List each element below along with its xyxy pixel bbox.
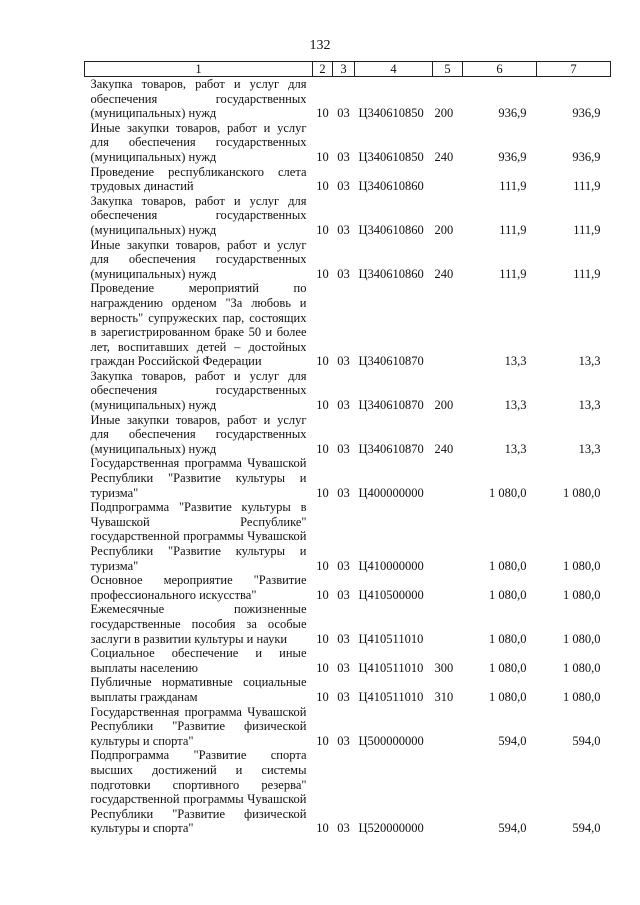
row-section: 10 (316, 689, 329, 704)
row-amount-1: 13,3 (504, 354, 527, 369)
row-amount-1: 936,9 (498, 149, 527, 164)
row-amount-1: 111,9 (499, 179, 527, 194)
row-amount-1: 936,9 (498, 106, 527, 121)
row-expense-type: 200 (434, 222, 454, 237)
table-row (85, 456, 611, 500)
page-number: 132 (309, 38, 331, 53)
row-amount-1: 1 080,0 (489, 485, 527, 500)
row-target-article: Ц410511010 (358, 631, 424, 646)
row-amount-2: 1 080,0 (563, 689, 601, 704)
table-row (85, 77, 611, 121)
row-section: 10 (316, 660, 329, 675)
row-amount-1: 594,0 (498, 821, 527, 836)
table-row (85, 165, 611, 194)
row-subsection: 03 (337, 179, 350, 194)
row-amount-2: 936,9 (572, 106, 601, 121)
row-section: 10 (316, 398, 329, 413)
row-target-article: Ц410511010 (358, 660, 424, 675)
row-name: Закупка товаров, работ и услуг для обеспечения государственных (муниципальных) нужд (90, 77, 307, 121)
row-amount-2: 1 080,0 (563, 631, 601, 646)
row-amount-1: 1 080,0 (489, 660, 527, 675)
row-amount-1: 1 080,0 (489, 631, 527, 646)
row-subsection: 03 (337, 441, 350, 456)
header-col-7: 7 (537, 62, 611, 77)
table-row (85, 281, 611, 369)
row-amount-2: 1 080,0 (563, 587, 601, 602)
row-target-article: Ц340610870 (358, 441, 424, 456)
row-amount-2: 111,9 (573, 179, 601, 194)
row-amount-2: 13,3 (578, 354, 601, 369)
row-amount-2: 594,0 (572, 733, 601, 748)
row-subsection: 03 (337, 266, 350, 281)
table-row (85, 121, 611, 165)
budget-table (84, 61, 611, 836)
row-amount-2: 1 080,0 (563, 558, 601, 573)
row-section: 10 (316, 631, 329, 646)
row-expense-type: 240 (434, 149, 454, 164)
row-name: Иные закупки товаров, работ и услуг для обеспечения государственных (муниципальных) нужд (90, 412, 307, 456)
row-section: 10 (316, 441, 329, 456)
row-expense-type (433, 748, 463, 836)
table-row (85, 500, 611, 573)
table-row (85, 194, 611, 238)
row-section: 10 (316, 485, 329, 500)
row-name: Ежемесячные пожизненные государственные пособия за особые заслуги в развитии культуры и науки (90, 602, 307, 646)
row-name: Подпрограмма "Развитие спорта высших достижений и системы подготовки спортивного резерва" государственной программы Чувашской Республики "Развитие физической культуры и спорта" (90, 748, 307, 836)
row-expense-type: 200 (434, 398, 454, 413)
row-target-article: Ц340610860 (358, 266, 424, 281)
row-subsection: 03 (337, 631, 350, 646)
row-section: 10 (316, 354, 329, 369)
row-section: 10 (316, 821, 329, 836)
row-subsection: 03 (337, 558, 350, 573)
row-subsection: 03 (337, 821, 350, 836)
row-subsection: 03 (337, 587, 350, 602)
row-section: 10 (316, 558, 329, 573)
row-expense-type: 310 (434, 689, 454, 704)
row-subsection: 03 (337, 733, 350, 748)
row-target-article: Ц410500000 (358, 587, 424, 602)
row-target-article: Ц340610870 (358, 354, 424, 369)
row-name: Закупка товаров, работ и услуг для обеспечения государственных (муниципальных) нужд (90, 193, 307, 237)
row-section: 10 (316, 179, 329, 194)
row-subsection: 03 (337, 222, 350, 237)
row-subsection: 03 (337, 354, 350, 369)
row-amount-1: 1 080,0 (489, 689, 527, 704)
table-row (85, 369, 611, 413)
row-name: Закупка товаров, работ и услуг для обеспечения государственных (муниципальных) нужд (90, 368, 307, 413)
row-section: 10 (316, 222, 329, 237)
row-amount-2: 13,3 (578, 441, 601, 456)
row-name: Проведение мероприятий по награждению орденом "За любовь и верность" супружеских пар, состоящих в зарегистрированном браке 50 и более лет, воспитавших детей – достойных граждан Российской Федерации (90, 281, 307, 369)
row-expense-type (433, 500, 463, 573)
row-name: Проведение республиканского слета трудовых династий (90, 164, 307, 194)
row-subsection: 03 (337, 149, 350, 164)
row-amount-2: 1 080,0 (563, 660, 601, 675)
row-section: 10 (316, 106, 329, 121)
table-row (85, 238, 611, 282)
row-subsection: 03 (337, 689, 350, 704)
row-name: Государственная программа Чувашской Республики "Развитие физической культуры и спорта" (90, 704, 307, 748)
row-amount-1: 594,0 (498, 733, 527, 748)
row-expense-type: 300 (434, 660, 454, 675)
row-target-article: Ц520000000 (358, 821, 424, 836)
table-header (85, 62, 611, 77)
table-row (85, 413, 611, 457)
row-expense-type: 200 (434, 106, 454, 121)
row-section: 10 (316, 733, 329, 748)
row-expense-type (433, 705, 463, 749)
header-col-4: 4 (355, 62, 433, 77)
row-expense-type (433, 281, 463, 369)
row-amount-2: 936,9 (572, 149, 601, 164)
row-amount-2: 594,0 (572, 821, 601, 836)
row-section: 10 (316, 266, 329, 281)
header-col-3: 3 (333, 62, 355, 77)
row-amount-2: 13,3 (578, 398, 601, 413)
row-target-article: Ц400000000 (358, 485, 424, 500)
row-amount-1: 111,9 (499, 266, 527, 281)
row-amount-2: 111,9 (573, 266, 601, 281)
row-subsection: 03 (337, 106, 350, 121)
row-amount-1: 13,3 (504, 441, 527, 456)
row-name: Иные закупки товаров, работ и услуг для обеспечения государственных (муниципальных) нужд (90, 120, 307, 164)
row-amount-1: 111,9 (499, 222, 527, 237)
row-amount-2: 111,9 (573, 222, 601, 237)
header-col-2: 2 (313, 62, 333, 77)
row-section: 10 (316, 587, 329, 602)
row-section: 10 (316, 149, 329, 164)
row-subsection: 03 (337, 660, 350, 675)
header-col-6: 6 (463, 62, 537, 77)
row-target-article: Ц340610870 (358, 398, 424, 413)
row-amount-1: 13,3 (504, 398, 527, 413)
row-name: Подпрограмма "Развитие культуры в Чувашской Республике" государственной программы Чувашской Республики "Развитие культуры и туризма" (90, 500, 307, 573)
row-target-article: Ц340610850 (358, 149, 424, 164)
table-row (85, 602, 611, 646)
row-amount-1: 1 080,0 (489, 558, 527, 573)
header-col-5: 5 (433, 62, 463, 77)
row-name: Государственная программа Чувашской Республики "Развитие культуры и туризма" (90, 456, 307, 500)
row-name: Социальное обеспечение и иные выплаты населению (90, 646, 307, 675)
table-body (85, 77, 611, 836)
header-col-1: 1 (85, 62, 313, 77)
row-name: Иные закупки товаров, работ и услуг для обеспечения государственных (муниципальных) нужд (90, 237, 307, 281)
row-target-article: Ц410511010 (358, 689, 424, 704)
row-target-article: Ц500000000 (358, 733, 424, 748)
row-subsection: 03 (337, 485, 350, 500)
row-subsection: 03 (337, 398, 350, 413)
row-target-article: Ц340610850 (358, 106, 424, 121)
row-amount-2: 1 080,0 (563, 485, 601, 500)
table-row (85, 748, 611, 836)
table-row (85, 573, 611, 602)
row-name: Публичные нормативные социальные выплаты гражданам (90, 675, 307, 704)
row-expense-type (433, 165, 463, 194)
row-target-article: Ц410000000 (358, 558, 424, 573)
row-expense-type (433, 573, 463, 602)
row-target-article: Ц340610860 (358, 179, 424, 194)
row-expense-type (433, 456, 463, 500)
row-expense-type: 240 (434, 266, 454, 281)
row-target-article: Ц340610860 (358, 222, 424, 237)
row-expense-type: 240 (434, 441, 454, 456)
row-amount-1: 1 080,0 (489, 587, 527, 602)
table-row (85, 705, 611, 749)
row-expense-type (433, 602, 463, 646)
row-name: Основное мероприятие "Развитие профессионального искусства" (90, 573, 307, 602)
table-row (85, 675, 611, 704)
table-row (85, 646, 611, 675)
